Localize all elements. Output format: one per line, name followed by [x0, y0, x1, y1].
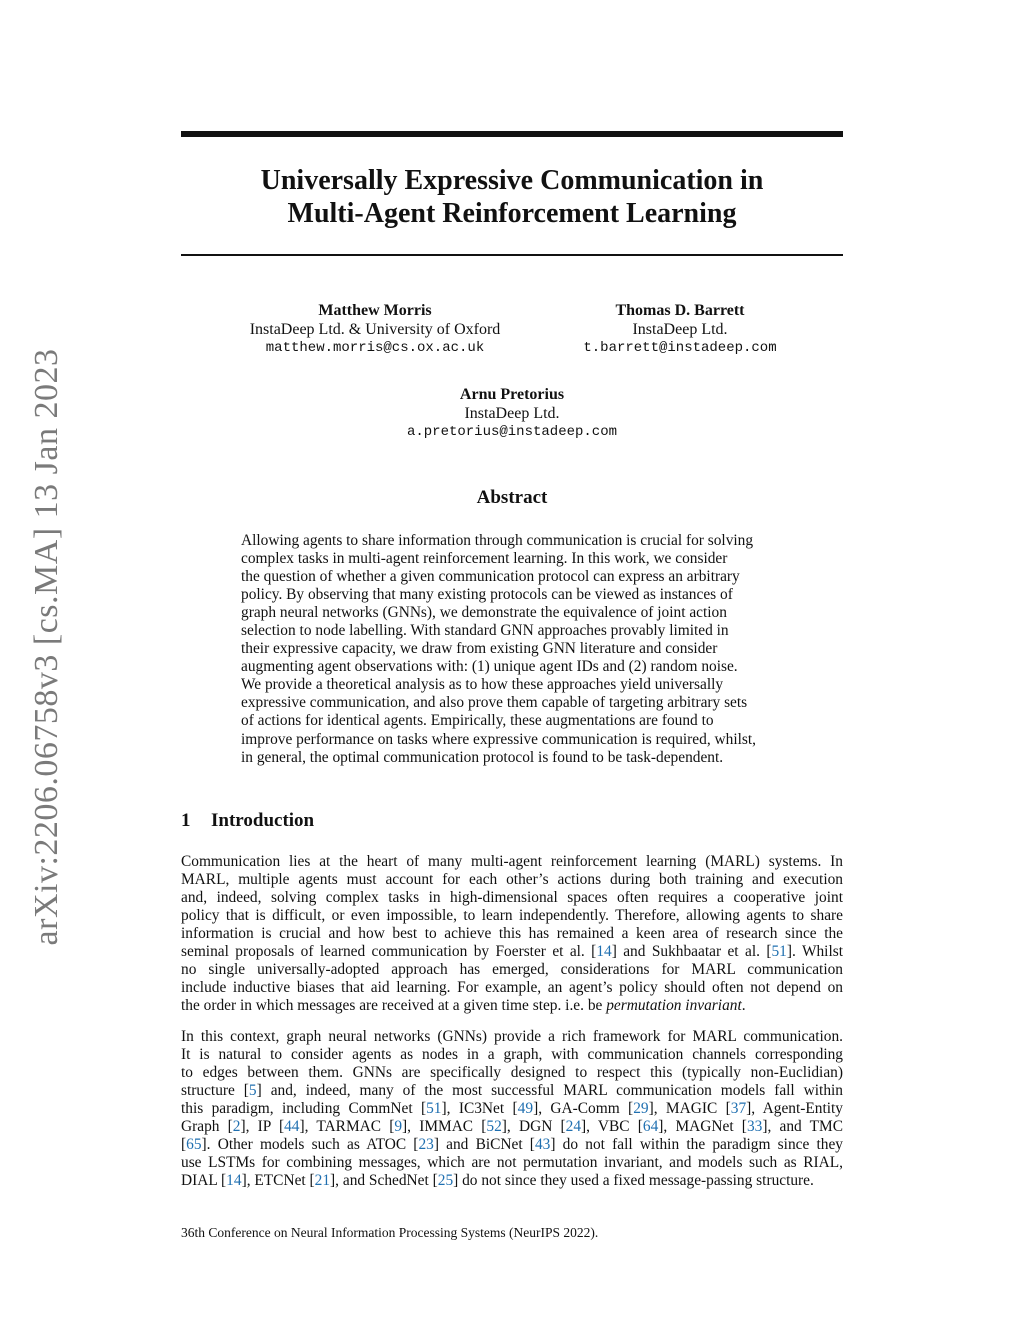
- intro-paragraph: [181, 1028, 843, 1190]
- title-line-1: Universally Expressive Communication in: [260, 165, 764, 196]
- text-run: ], and TMC: [762, 1118, 843, 1136]
- citation-link[interactable]: 14: [226, 1172, 242, 1190]
- citation-link[interactable]: 2: [232, 1118, 241, 1136]
- text-run: ] and BiCNet [: [433, 1136, 535, 1154]
- citation-link[interactable]: 21: [314, 1172, 331, 1190]
- abstract-line: We provide a theoretical analysis as to how these approaches yield universally: [241, 676, 724, 694]
- abstract-line: of actions for identical agents. Empirically, these augmentations are found to: [241, 712, 714, 730]
- paragraph-line: no single universally-adopted approach has emerged, considerations for MARL communication: [181, 961, 843, 979]
- author-name: Matthew Morris: [318, 302, 432, 319]
- paragraph-line: [181, 1100, 843, 1118]
- paragraph-line: In this context, graph neural networks (GNNs) provide a rich framework for MARL communication.: [181, 1028, 843, 1045]
- section-heading: [181, 810, 314, 832]
- abstract-line: their expressive capacity, we draw from existing GNN literature and consider: [241, 640, 718, 658]
- text-run: DIAL [: [181, 1172, 227, 1190]
- text-run: ], DGN [: [501, 1118, 566, 1136]
- text-run: ], GA-Comm [: [533, 1100, 634, 1118]
- text-run: ] and, indeed, many of the most successful MARL communication models fall within: [256, 1082, 843, 1100]
- text-run: ], ETCNet [: [241, 1172, 315, 1190]
- abstract-line: in general, the optimal communication protocol is found to be task-dependent.: [241, 748, 724, 766]
- paragraph-line: to edges between them. GNNs are specifically designed to respect this (typically non-Euclidian): [181, 1064, 843, 1082]
- citation-link[interactable]: 9: [394, 1118, 403, 1136]
- author-affiliation: InstaDeep Ltd.: [464, 405, 560, 422]
- title-top-rule: [181, 131, 843, 137]
- paragraph-line: and, indeed, solving complex tasks in high-dimensional spaces often requires a cooperative joint: [181, 889, 843, 907]
- text-run: this paradigm, including CommNet [: [181, 1100, 427, 1118]
- citation-link[interactable]: 65: [186, 1136, 202, 1154]
- abstract-line: policy. By observing that many existing protocols can be viewed as instances of: [241, 586, 733, 604]
- paragraph-line: [181, 1172, 843, 1190]
- citation-link[interactable]: 33: [746, 1118, 763, 1136]
- paragraph-line: [181, 1136, 843, 1154]
- text-run: ] do not since they used a fixed message-passing structure.: [453, 1172, 814, 1190]
- abstract-body: [241, 532, 785, 767]
- author-email[interactable]: matthew.morris@cs.ox.ac.uk: [265, 340, 485, 356]
- text-run: seminal proposals of learned communication by Foerster et al. [: [181, 943, 597, 961]
- conference-footnote: 36th Conference on Neural Information Processing Systems (NeurIPS 2022).: [181, 1225, 599, 1240]
- text-run: ], IMMAC [: [402, 1118, 487, 1136]
- abstract-heading: Abstract: [476, 487, 548, 508]
- section-title: Introduction: [211, 810, 315, 831]
- citation-link[interactable]: 51: [771, 943, 787, 961]
- text-run: ], Agent-Entity: [746, 1100, 843, 1118]
- section-number: 1: [181, 810, 191, 831]
- paragraph-line: [181, 1082, 843, 1100]
- author-block: [362, 385, 662, 442]
- citation-link[interactable]: 14: [596, 943, 612, 961]
- paragraph-line: include inductive biases that aid learning. For example, an agent’s policy should often not depend on: [181, 979, 843, 997]
- paragraph-line: Communication lies at the heart of many multi-agent reinforcement learning (MARL) systems. In: [181, 853, 843, 870]
- citation-link[interactable]: 52: [486, 1118, 502, 1136]
- title-bottom-rule: [181, 254, 843, 256]
- title-line-2: Multi-Agent Reinforcement Learning: [287, 198, 737, 229]
- citation-link[interactable]: 23: [418, 1136, 434, 1154]
- author-affiliation: InstaDeep Ltd. & University of Oxford: [249, 321, 501, 338]
- citation-link[interactable]: 43: [534, 1136, 551, 1154]
- author-name: Thomas D. Barrett: [615, 302, 745, 319]
- text-run: ]. Whilst: [786, 943, 843, 961]
- text-run: the order in which messages are received at a given time step. i.e. be: [181, 997, 607, 1015]
- emphasis-text: permutation invariant: [606, 997, 742, 1015]
- citation-link[interactable]: 64: [642, 1118, 659, 1136]
- intro-paragraph: [181, 853, 843, 1015]
- paragraph-line: [181, 997, 843, 1015]
- text-run: ] do not fall within the paradigm since they: [550, 1136, 844, 1154]
- text-run: ] and Sukhbaatar et al. [: [611, 943, 772, 961]
- abstract-line: graph neural networks (GNNs), we demonstrate the equivalence of joint action: [241, 604, 727, 622]
- text-run: ], and SchedNet [: [330, 1172, 438, 1190]
- paragraph-line: [181, 943, 843, 961]
- paragraph-line: MARL, multiple agents must account for each other’s actions during both training and execution: [181, 871, 843, 889]
- text-run: .: [741, 997, 746, 1015]
- citation-link[interactable]: 5: [248, 1082, 257, 1100]
- abstract-line: augmenting agent observations with: (1) unique agent IDs and (2) random noise.: [241, 658, 738, 676]
- abstract-line: complex tasks in multi-agent reinforcement learning. In this work, we consider: [241, 550, 728, 568]
- abstract-line: selection to node labelling. With standard GNN approaches provably limited in: [241, 622, 729, 640]
- arxiv-stamp: arXiv:2206.06758v3 [cs.MA] 13 Jan 2023: [28, 348, 65, 946]
- text-run: ], VBC [: [581, 1118, 643, 1136]
- abstract-line: the question of whether a given communication protocol can express an arbitrary: [241, 568, 740, 586]
- paragraph-line: [181, 1118, 843, 1136]
- text-run: ], TARMAC [: [299, 1118, 395, 1136]
- paragraph-line: information is crucial and how best to achieve this has remained a keen area of research since the: [181, 925, 843, 943]
- paragraph-line: policy that is difficult, or even impossible, to learn independently. Therefore, allowing agents to share: [181, 907, 843, 925]
- author-block: [225, 301, 525, 358]
- citation-link[interactable]: 25: [437, 1172, 454, 1190]
- text-run: ], MAGNet [: [658, 1118, 747, 1136]
- paragraph-line: It is natural to consider agents as nodes in a graph, with communication channels corresponding: [181, 1046, 843, 1064]
- paragraph-line: use LSTMs for combining messages, which are not permutation invariant, and models such as RIAL,: [181, 1154, 843, 1172]
- text-run: ], IC3Net [: [441, 1100, 518, 1118]
- author-email[interactable]: t.barrett@instadeep.com: [583, 340, 777, 356]
- citation-link[interactable]: 37: [730, 1100, 747, 1118]
- text-run: [: [181, 1136, 187, 1154]
- text-run: ]. Other models such as ATOC [: [201, 1136, 419, 1154]
- author-name: Arnu Pretorius: [459, 386, 565, 403]
- paper-title: [181, 164, 843, 230]
- abstract-line: expressive communication, and also prove them capable of targeting arbitrary sets: [241, 694, 748, 712]
- citation-link[interactable]: 44: [284, 1118, 300, 1136]
- citation-link[interactable]: 49: [517, 1100, 534, 1118]
- author-email[interactable]: a.pretorius@instadeep.com: [406, 424, 618, 440]
- author-affiliation: InstaDeep Ltd.: [632, 321, 728, 338]
- citation-link[interactable]: 29: [633, 1100, 649, 1118]
- citation-link[interactable]: 24: [565, 1118, 582, 1136]
- text-run: structure [: [181, 1082, 249, 1100]
- text-run: ], MAGIC [: [648, 1100, 731, 1118]
- abstract-line: improve performance on tasks where expressive communication is required, whilst,: [241, 730, 757, 748]
- text-run: ], IP [: [240, 1118, 285, 1136]
- text-run: Graph [: [181, 1118, 233, 1136]
- abstract-line: Allowing agents to share information through communication is crucial for solving: [241, 532, 754, 549]
- citation-link[interactable]: 51: [426, 1100, 442, 1118]
- author-block: [560, 301, 800, 358]
